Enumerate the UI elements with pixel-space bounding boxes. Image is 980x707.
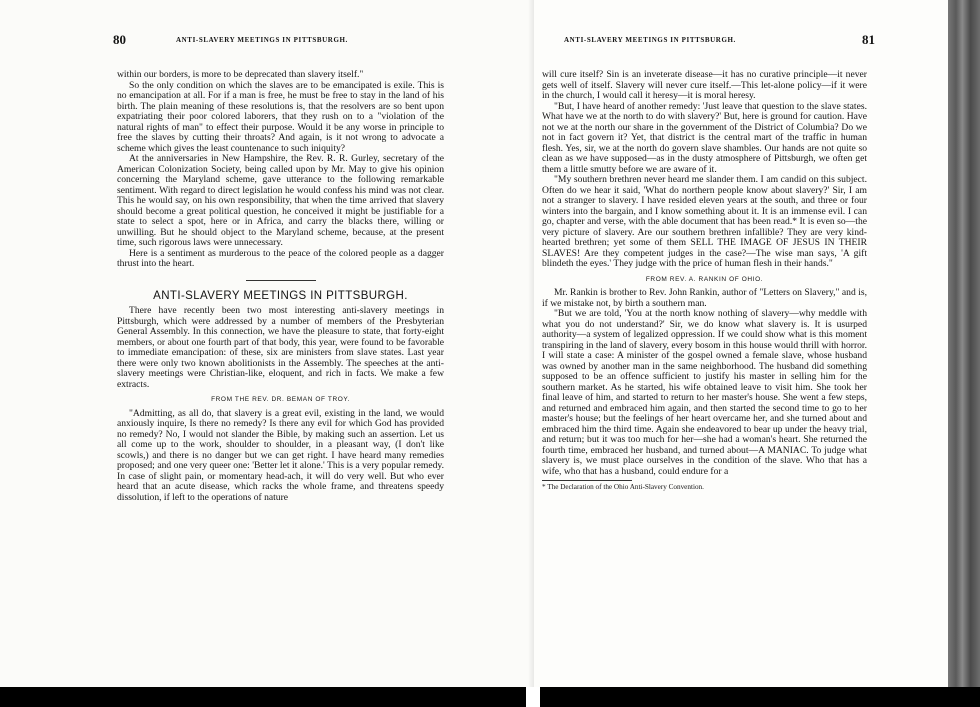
rankin-subheading: FROM REV. A. RANKIN OF OHIO.	[645, 275, 764, 283]
left-page-number: 80	[113, 32, 126, 47]
left-intro-paragraph-3: At the anniversaries in New Hampshire, the Rev. R. R. Gurley, secretary of the American Colonization Society, being called upon by Mr. May to give his opinion concerning the Maryland scheme, gave utterance to the following remarkable sentiment. With regard to direct legislation he would confess his mind was not clear. This he would say, on his own responsibility, that when the time arrived that slavery should become a great political question, he conceived it might be justifiable for a state to select a spot, here or in Africa, and carry the blacks there, willing or unwilling. But he should object to the Maryland scheme, because, at the present time, such rigorous laws were unnecessary.	[117, 153, 444, 248]
scan-gutter-gap	[526, 687, 540, 707]
footnote-rule	[542, 480, 632, 481]
rankin-paragraph-2: "But we are told, 'You at the north know nothing of slavery—why meddle with what you do not understand?' Sir, we do know what slavery is. It is usurped authority—a system of legalized oppression. If we could show what is this moment transpiring in the land of slavery, every bosom in this house would thrill with horror. I will state a case: A minister of the gospel owned a female slave, whose husband was owned by another man in the same neighborhood. The husband did something supposed to be an offence sufficient to justify his master in selling him for the southern market. As he started, his wife obtained leave to visit him. She took her final leave of him, and started to return to her master's house. She went a few steps, and returned and embraced him again, and then started the second time to go to her master's house; but the feelings of her heart overcame her, and she turned about and embraced him the third time. Again she endeavored to bear up under the heavy trial, and return; but it was too much for her—she had a woman's heart. She returned the fourth time, embraced her husband, and turned about—A MANIAC. To judge what slavery is, we must place ourselves in the condition of the slave. Who that has a wife, who that has a husband, could endure for a	[542, 308, 867, 477]
right-running-head: ANTI-SLAVERY MEETINGS IN PITTSBURGH.	[564, 36, 736, 44]
footnote: * The Declaration of the Ohio Anti-Slavery Convention.	[542, 483, 704, 491]
left-intro-paragraph-4: Here is a sentiment as murderous to the peace of the colored people as a dagger thrust into the heart.	[117, 247, 444, 269]
beman-continued-paragraph-1: will cure itself? Sin is an inveterate disease—it has no curative principle—it never gets well of itself. Slavery will never cure itself.—This let-alone policy—if it were in the church, I would call it heresy—it is moral heresy.	[542, 69, 867, 101]
left-column	[117, 70, 444, 503]
beman-continued-paragraph-2: "But, I have heard of another remedy: 'Just leave that question to the slave states. What have we at the north to do with slavery?' But, here is ground for caution. Have not we at the north our share in the government of the District of Columbia? Do we not in fact govern it? Yet, that district is the central mart of the traffic in human flesh. Yes, sir, we at the north do govern slave shambles. Our hands are not quite so clean as we have supposed—as in the dusty atmosphere of Pittsburgh, we often get them a little smutty before we are aware of it.	[542, 100, 867, 175]
beman-paragraph-1: "Admitting, as all do, that slavery is a great evil, existing in the land, we would anxiously inquire, Is there no remedy? Is there any evil for which God has provided no remedy? No, I would not slander the Bible, by making such an assertion. Let us all come up to the work, shoulder to shoulder, in a pleasant way, (I don't like scowls,) and there is no danger but we can get right. I have heard many remedies proposed; and one very queer one: 'Better let it alone.' This is a very popular remedy. In case of slight pain, or momentary head-ach, it will do very well. But who ever heard that an acute disease, which racks the whole frame, and threatens speedy dissolution, if left to the operations of nature	[117, 407, 444, 503]
rankin-paragraph-1: Mr. Rankin is brother to Rev. John Rankin, author of "Letters on Slavery," and is, if we mistake not, by birth a southern man.	[542, 287, 867, 309]
scan-bottom-border	[0, 687, 980, 707]
beman-continued-paragraph-3: "My southern brethren never heard me slander them. I am candid on this subject. Often do we hear it said, 'What do northern people know about slavery?' Sir, I am not a stranger to slavery. I have resided eleven years at the south, and three or four winters into the bargain, and I know something about it. It is an immense evil. I can go, chapter and verse, with the able document that has been read.* It is even so—the very picture of slavery. Are our southern brethren infallible? They are very kind-hearted brethren; yet some of them SELL THE IMAGE OF JESUS IN THEIR SLAVES! Are they competent judges in the case?—The wise man says, 'A gift blindeth the eyes.' They judge with the price of human flesh in their hands."	[542, 174, 867, 269]
book-binding-edge	[948, 0, 980, 707]
left-intro-paragraph-1: within our borders, is more to be deprecated than slavery itself."	[117, 69, 364, 80]
right-page-number: 81	[862, 32, 875, 47]
section-heading: ANTI-SLAVERY MEETINGS IN PITTSBURGH.	[153, 289, 408, 302]
left-intro-paragraph-2: So the only condition on which the slaves are to be emancipated is exile. This is no emancipation at all. For if a man is free, he must be free to stay in the land of his birth. The plain meaning of these resolutions is, that the resolvers are so bent upon expatriating their poor colored laborers, that they rush on to a "violation of the natural rights of man" to effect their purpose. Would it be any worse in principle to free the slaves by cutting their throats? And again, is it not wrong to advocate a scheme which gives the least countenance to such iniquity?	[117, 79, 444, 154]
left-running-head: ANTI-SLAVERY MEETINGS IN PITTSBURGH.	[176, 36, 348, 44]
left-section-paragraph-1: There have recently been two most interesting anti-slavery meetings in Pittsburgh, which were addressed by a number of members of the Presbyterian General Assembly. In this connection, we have the pleasure to state, that forty-eight members, or about one fourth part of that body, this year, were found to be favorable to immediate emancipation: of these, six are ministers from slave states. Last year there were only two known abolitionists in the Assembly. The speeches at the anti-slavery meetings were Christian-like, eloquent, and rich in facts. We make a few extracts.	[117, 305, 444, 390]
right-column	[542, 70, 867, 492]
right-page	[534, 0, 950, 707]
section-divider	[246, 280, 316, 281]
beman-subheading: FROM THE REV. DR. BEMAN OF TROY.	[211, 396, 350, 403]
